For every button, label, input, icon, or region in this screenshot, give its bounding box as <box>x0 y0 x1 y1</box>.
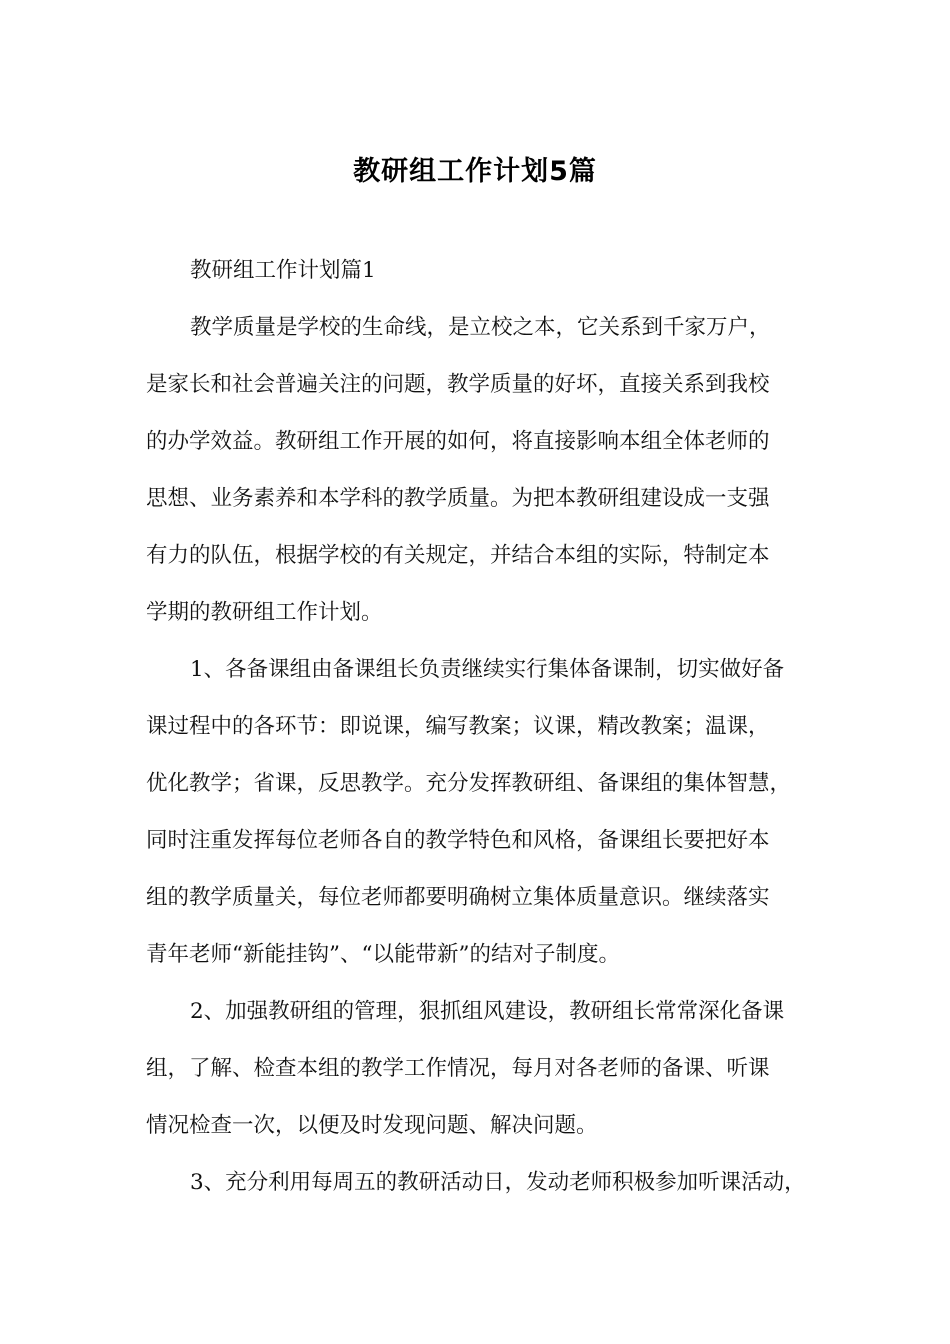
paragraph-line: 课过程中的各环节：即说课，编写教案；议课，精改教案；温课， <box>146 714 770 739</box>
paragraph-line: 青年老师“新能挂钩”、“以能带新”的结对子制度。 <box>146 942 620 967</box>
paragraph-line: 有力的队伍，根据学校的有关规定，并结合本组的实际，特制定本 <box>146 543 770 568</box>
paragraph-line: 组的教学质量关，每位老师都要明确树立集体质量意识。继续落实 <box>146 885 770 910</box>
paragraph-line: 学期的教研组工作计划。 <box>146 600 383 625</box>
paragraph-line: 同时注重发挥每位老师各自的教学特色和风格，备课组长要把好本 <box>146 828 770 853</box>
paragraph-line: 1、各备课组由备课组长负责继续实行集体备课制，切实做好备 <box>190 657 785 682</box>
paragraph-line: 情况检查一次，以便及时发现问题、解决问题。 <box>146 1113 598 1138</box>
document-title: 教研组工作计划5篇 <box>353 156 597 187</box>
paragraph-line: 的办学效益。教研组工作开展的如何，将直接影响本组全体老师的 <box>146 429 770 454</box>
paragraph-line: 组，了解、检查本组的教学工作情况，每月对各老师的备课、听课 <box>146 1056 770 1081</box>
paragraph-line: 3、充分利用每周五的教研活动日，发动老师积极参加听课活动， <box>190 1170 806 1195</box>
section-heading: 教研组工作计划篇1 <box>190 258 376 283</box>
paragraph-line: 优化教学；省课，反思教学。充分发挥教研组、备课组的集体智慧， <box>146 771 792 796</box>
paragraph-line: 教学质量是学校的生命线，是立校之本，它关系到千家万户， <box>190 315 771 340</box>
paragraph-line: 思想、业务素养和本学科的教学质量。为把本教研组建设成一支强 <box>146 486 770 511</box>
paragraph-line: 是家长和社会普遍关注的问题，教学质量的好坏，直接关系到我校 <box>146 372 770 397</box>
paragraph-line: 2、加强教研组的管理，狠抓组风建设，教研组长常常深化备课 <box>190 999 785 1024</box>
